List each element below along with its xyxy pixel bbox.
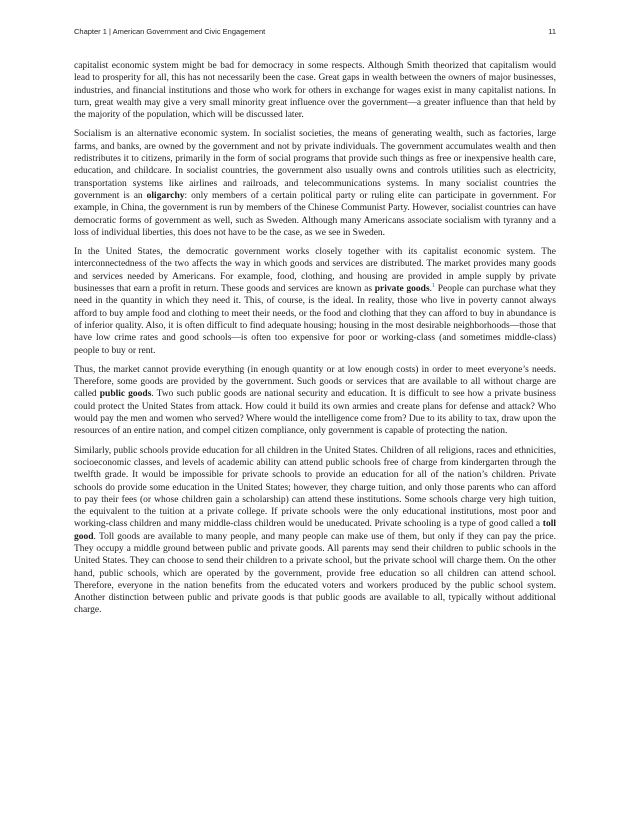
key-term: oligarchy xyxy=(146,190,185,201)
paragraph: In the United States, the democratic government works closely together with its capitalist economic system. The interconnectedness of the two affects the way in which goods and services are distributed. The market provides many goods and services needed by Americans. For example, food, clothing, and housing are provided in ample supply by private businesses that earn a profit in return. These goods and services are known as private goods.$^1$ People can purchase what they need in the quantity in which they need it. This, of course, is the ideal. In reality, those who live in poverty cannot always afford to buy ample food and clothing to meet their needs, or the food and clothing that they can afford to buy in abundance is of inferior quality. Also, it is often difficult to find adequate housing; housing in the most desirable neighborhoods—those that have low crime rates and good schools—is often too expensive for poor or working-class (and sometimes middle-class) people to buy or rent. xyxy=(74,247,556,356)
paragraph: Similarly, public schools provide education for all children in the United States. Children of all religions, races and ethnicities, socioeconomic classes, and levels of academic ability can attend public schools free of charge from kindergarten through the twelfth grade. It would be impossible for private schools to provide an education for all of the nation’s children. Private schools do provide some education in the United States; however, they charge tuition, and only those parents who can afford to pay their fees (or whose children gain a scholarship) can attend these institutions. Some schools charge very high tuition, the equivalent to the tuition at a private college. If private schools were the only educational institutions, most poor and working-class children and many middle-class children would be uneducated. Private schooling is a type of good called a toll good. Toll goods are available to many people, and many people can make use of them, but only if they can pay the price. They occupy a middle ground between public and private goods. All parents may send their children to public schools in the United States. They can choose to send their children to a private school, but the private school will charge them. On the other hand, public schools, which are operated by the government, provide free education so all children can attend school. Therefore, everyone in the nation benefits from the educated voters and workers produced by the public school system. Another distinction between public and private goods is that public goods are available to all, typically without additional charge. xyxy=(74,445,556,616)
body-text xyxy=(74,60,556,624)
paragraph: capitalist economic system might be bad for democracy in some respects. Although Smith theorized that capitalism would lead to prosperity for all, this has not necessarily been the case. Great gaps in wealth between the owners of major businesses, industries, and financial institutions and those who work for others in exchange for wages exist in many capitalist nations. In turn, great wealth may give a very small minority great influence over the government—a greater influence than that held by the majority of the population, which will be discussed later. xyxy=(74,61,556,121)
paragraph: Socialism is an alternative economic system. In socialist societies, the means of generating wealth, such as factories, large farms, and banks, are owned by the government and not by private individuals. The government accumulates wealth and then redistributes it to citizens, primarily in the form of social programs that provide such things as free or inexpensive health care, education, and childcare. In socialist countries, the government also usually owns and controls utilities such as electricity, transportation systems like airlines and railroads, and telecommunications systems. In many socialist countries the government is an oligarchy: only members of a certain political party or ruling elite can participate in government. For example, in China, the government is run by members of the Chinese Communist Party. However, socialist countries can have democratic forms of government as well, such as Sweden. Although many Americans associate socialism with tyranny and a loss of individual liberties, this does not have to be the case, as we see in Sweden. xyxy=(74,129,556,238)
key-term: private goods xyxy=(374,284,430,295)
running-header xyxy=(74,27,556,39)
key-term: public goods xyxy=(99,389,152,400)
key-term: toll good xyxy=(74,519,556,542)
footnote-link[interactable]: 1 xyxy=(432,282,436,289)
chapter-title: Chapter 1 | American Government and Civic Engagement xyxy=(74,27,266,36)
paragraph: Thus, the market cannot provide everything (in enough quantity or at low enough costs) in order to meet everyone’s needs. Therefore, some goods are provided by the government. Such goods or services that are available to all without charge are called public goods. Two such public goods are national security and education. It is difficult to see how a private business could protect the United States from attack. How could it build its own armies and create plans for defense and attack? Who would pay the men and women who served? Where would the intelligence come from? Due to its ability to tax, draw upon the resources of an entire nation, and compel citizen compliance, only government is capable of protecting the nation. xyxy=(74,364,556,437)
page-number: 11 xyxy=(548,27,556,36)
